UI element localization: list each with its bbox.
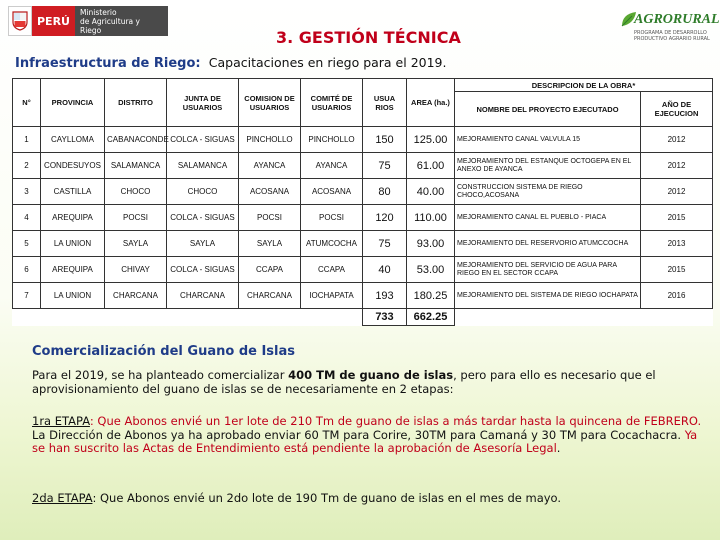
cell-area: 93.00 [407, 231, 455, 257]
total-usuarios: 733 [363, 309, 407, 326]
section-title: 3. GESTIÓN TÉCNICA [276, 28, 461, 47]
cell-comite: IOCHAPATA [301, 283, 363, 309]
cell-provincia: CAYLLOMA [41, 127, 105, 153]
table-row [13, 283, 713, 309]
cell-provincia: LA UNION [41, 231, 105, 257]
ministry-line-2: de Agricultura y Riego [79, 16, 140, 35]
cell-junta: COLCA - SIGUAS [167, 257, 239, 283]
cell-proyecto: MEJORAMIENTO DEL SERVICIO DE AGUA PARA RIEGO EN EL SECTOR CCAPA [455, 257, 641, 283]
cell-distrito: CABANACONDE [105, 127, 167, 153]
ministry-line-1: Ministerio [79, 7, 117, 17]
cell-comision: AYANCA [239, 153, 301, 179]
cell-area: 53.00 [407, 257, 455, 283]
cell-usuarios: 120 [363, 205, 407, 231]
cell-comite: CCAPA [301, 257, 363, 283]
peru-shield-icon [8, 6, 32, 36]
etapa-2-text-a: : Que Abonos envié un 2do lote de 190 Tm de guano de islas en el mes de mayo. [92, 491, 562, 505]
cell-junta: CHARCANA [167, 283, 239, 309]
cell-junta: COLCA - SIGUAS [167, 127, 239, 153]
cell-anio: 2015 [641, 205, 713, 231]
cell-proyecto: MEJORAMIENTO CANAL EL PUEBLO - PIACA [455, 205, 641, 231]
etapa-1-label: 1ra ETAPA [32, 414, 90, 428]
cell-distrito: CHOCO [105, 179, 167, 205]
total-spacer [13, 309, 363, 326]
cell-n: 6 [13, 257, 41, 283]
col-header-comite: COMITÉ DE USUARIOS [301, 79, 363, 127]
agrorural-logo-text: AGRORURAL [634, 12, 720, 27]
ministry-name [75, 6, 168, 36]
cell-provincia: LA UNION [41, 283, 105, 309]
col-header-nombre: NOMBRE DEL PROYECTO EJECUTADO [455, 92, 641, 127]
cell-distrito: SAYLA [105, 231, 167, 257]
etapa-1-text-b: La Dirección de Abonos ya ha aprobado enviar 60 TM para Corire, 30TM para Camaná y 30 TM para Cocachacra. [32, 427, 682, 442]
cell-area: 110.00 [407, 205, 455, 231]
infraestructura-label: Infraestructura de Riego: [15, 56, 201, 71]
cell-comite: ATUMCOCHA [301, 231, 363, 257]
cell-n: 1 [13, 127, 41, 153]
cell-n: 5 [13, 231, 41, 257]
col-header-provincia: PROVINCIA [41, 79, 105, 127]
cell-proyecto: MEJORAMIENTO DEL RESERVORIO ATUMCCOCHA [455, 231, 641, 257]
peru-ministry-logo [8, 6, 168, 36]
col-header-area: AREA (ha.) [407, 79, 455, 127]
etapa-1-text-c: Ya se han suscrito las Actas de Entendimiento está pendiente la aprobación de Asesoría Legal [32, 427, 698, 455]
col-header-junta: JUNTA DE USUARIOS [167, 79, 239, 127]
cell-distrito: POCSI [105, 205, 167, 231]
cell-comite: PINCHOLLO [301, 127, 363, 153]
p1-text-b: 400 TM de guano de islas [288, 368, 454, 382]
cell-area: 125.00 [407, 127, 455, 153]
paragraph-etapa-2 [32, 492, 704, 506]
infraestructura-heading [15, 55, 446, 71]
col-header-descripcion: DESCRIPCION DE LA OBRA* [455, 79, 713, 92]
slide-header [0, 0, 720, 50]
cell-n: 2 [13, 153, 41, 179]
agrorural-logo-sub: PROGRAMA DE DESARROLLO PRODUCTIVO AGRARIO RURAL [634, 30, 710, 42]
cell-comite: ACOSANA [301, 179, 363, 205]
cell-area: 180.25 [407, 283, 455, 309]
cell-comite: POCSI [301, 205, 363, 231]
table-row [13, 153, 713, 179]
paragraph-plan-2019 [32, 369, 704, 396]
cell-comision: CCAPA [239, 257, 301, 283]
cell-junta: COLCA - SIGUAS [167, 205, 239, 231]
peru-label: PERÚ [32, 6, 75, 36]
cell-anio: 2015 [641, 257, 713, 283]
cell-area: 61.00 [407, 153, 455, 179]
infraestructura-text: Capacitaciones en riego para el 2019. [208, 55, 447, 70]
col-header-comision: COMISION DE USUARIOS [239, 79, 301, 127]
cell-usuarios: 80 [363, 179, 407, 205]
col-header-distrito: DISTRITO [105, 79, 167, 127]
cell-provincia: CONDESUYOS [41, 153, 105, 179]
cell-anio: 2012 [641, 153, 713, 179]
cell-usuarios: 75 [363, 231, 407, 257]
cell-n: 7 [13, 283, 41, 309]
etapa-1-text-d: . [556, 441, 561, 455]
cell-anio: 2016 [641, 283, 713, 309]
etapa-2-label: 2da ETAPA [32, 491, 93, 505]
cell-n: 3 [13, 179, 41, 205]
paragraph-etapa-1 [32, 415, 704, 456]
table-row [13, 205, 713, 231]
cell-usuarios: 75 [363, 153, 407, 179]
col-header-anio: AÑO DE EJECUCION [641, 92, 713, 127]
cell-comision: CHARCANA [239, 283, 301, 309]
table-row [13, 231, 713, 257]
cell-provincia: AREQUIPA [41, 257, 105, 283]
cell-usuarios: 150 [363, 127, 407, 153]
cell-anio: 2012 [641, 127, 713, 153]
cell-usuarios: 193 [363, 283, 407, 309]
cell-junta: CHOCO [167, 179, 239, 205]
col-header-n: N° [13, 79, 41, 127]
cell-comision: PINCHOLLO [239, 127, 301, 153]
cell-usuarios: 40 [363, 257, 407, 283]
table-row [13, 179, 713, 205]
cell-comite: AYANCA [301, 153, 363, 179]
p1-text-c: , pero para ello es necesario que el aprovisionamiento del guano de islas se de necesariamente en 2 etapas: [32, 368, 656, 396]
p1-text-a: Para el 2019, se ha planteado comercializar [32, 368, 289, 382]
col-header-usuarios: USUA RIOS [363, 79, 407, 127]
cell-distrito: CHIVAY [105, 257, 167, 283]
cell-proyecto: MEJORAMIENTO DEL SISTEMA DE RIEGO IOCHAPATA [455, 283, 641, 309]
cell-provincia: AREQUIPA [41, 205, 105, 231]
cell-provincia: CASTILLA [41, 179, 105, 205]
cell-anio: 2013 [641, 231, 713, 257]
cell-proyecto: CONSTRUCCION SISTEMA DE RIEGO CHOCO,ACOSANA [455, 179, 641, 205]
obras-riego-table [12, 78, 713, 326]
cell-comision: ACOSANA [239, 179, 301, 205]
table-header-row-1 [13, 79, 713, 92]
cell-area: 40.00 [407, 179, 455, 205]
total-area: 662.25 [407, 309, 455, 326]
total-spacer-right [455, 309, 713, 326]
cell-junta: SAYLA [167, 231, 239, 257]
cell-proyecto: MEJORAMIENTO CANAL VALVULA 15 [455, 127, 641, 153]
table-total-row [13, 309, 713, 326]
cell-comision: POCSI [239, 205, 301, 231]
cell-distrito: CHARCANA [105, 283, 167, 309]
cell-proyecto: MEJORAMIENTO DEL ESTANQUE OCTOGEPA EN EL ANEXO DE AYANCA [455, 153, 641, 179]
cell-junta: SALAMANCA [167, 153, 239, 179]
agrorural-logo [620, 6, 720, 42]
cell-anio: 2012 [641, 179, 713, 205]
cell-comision: SAYLA [239, 231, 301, 257]
table-row [13, 257, 713, 283]
comercializacion-title: Comercialización del Guano de Islas [32, 344, 296, 359]
cell-n: 4 [13, 205, 41, 231]
cell-distrito: SALAMANCA [105, 153, 167, 179]
etapa-1-text-a: : Que Abonos envié un 1er lote de 210 Tm de guano de islas a más tardar hasta la quincena de FEBRERO. [89, 414, 702, 428]
table-row [13, 127, 713, 153]
